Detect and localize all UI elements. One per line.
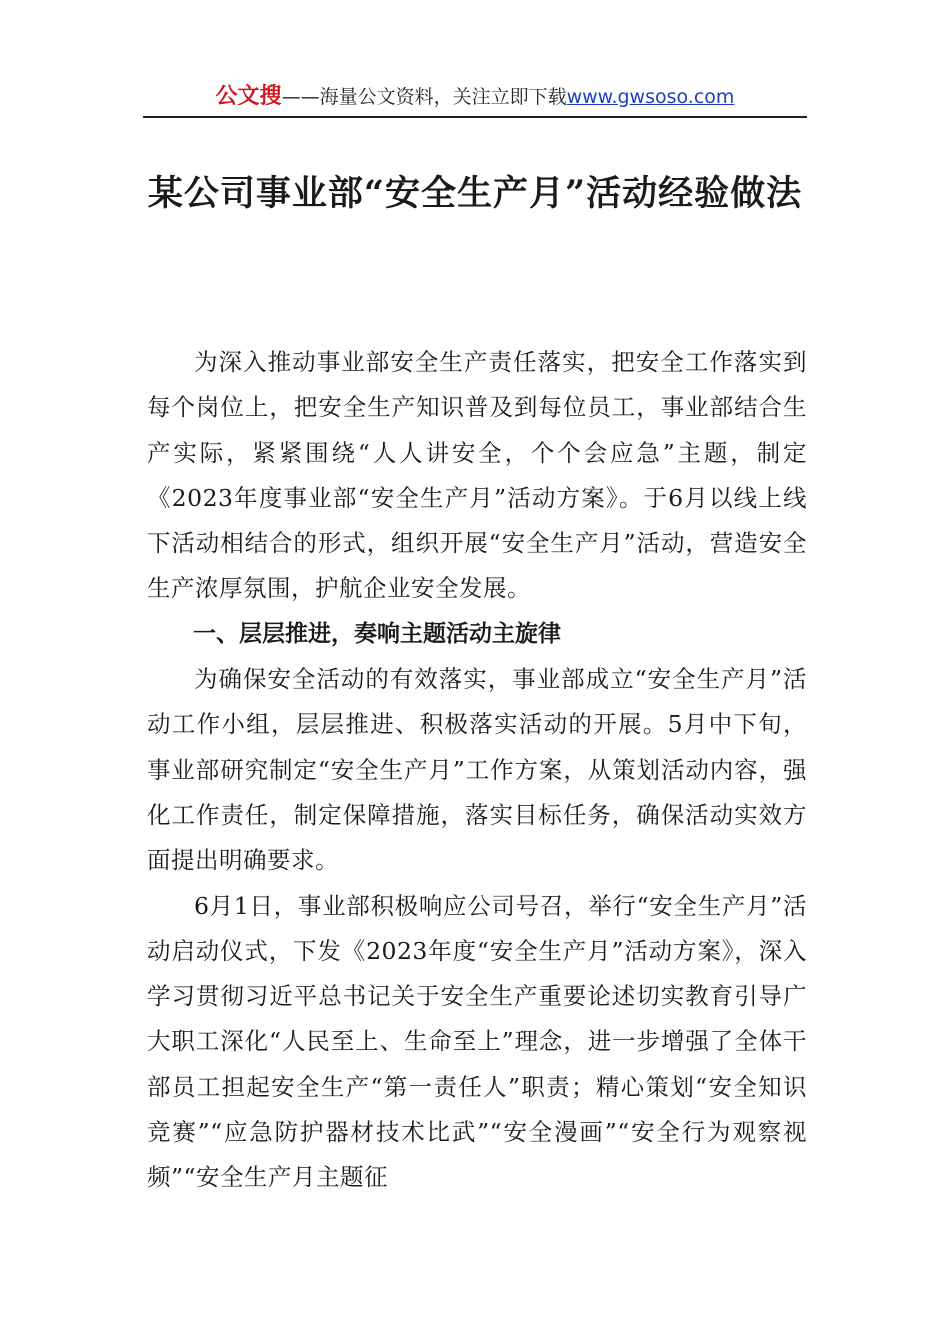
page-header [143,82,807,118]
header-tagline: ——海量公文资料，关注立即下载 [281,86,567,108]
paragraph-section1-b: 6月1日，事业部积极响应公司号召，举行“安全生产月”活动启动仪式，下发《2023年度“安全生产月”活动方案》，深入学习贯彻习近平总书记关于安全生产重要论述切实教育引导广大职工深化“人民至上、生命至上”理念，进一步增强了全体干部员工担起安全生产“第一责任人”职责；精心策划“安全知识竞赛”“应急防护器材技术比武”“安全漫画”“安全行为观察视频”“安全生产月主题征 [147,891,807,1192]
paragraph-intro: 为深入推动事业部安全生产责任落实，把安全工作落实到每个岗位上，把安全生产知识普及到每位员工，事业部结合生产实际，紧紧围绕“人人讲安全，个个会应急”主题，制定《2023年度事业部“安全生产月”活动方案》。于6月以线上线下活动相结合的形式，组织开展“安全生产月”活动，营造安全生产浓厚氛围，护航企业安全发展。 [147,348,807,603]
document-title: 某公司事业部“安全生产月”活动经验做法 [147,173,803,214]
section-heading-1: 一、层层推进，奏响主题活动主旋律 [193,620,561,647]
paragraph-section1-a: 为确保安全活动的有效落实，事业部成立“安全生产月”活动工作小组，层层推进、积极落实活动的开展。5月中下旬，事业部研究制定“安全生产月”工作方案，从策划活动内容，强化工作责任，制定保障措施，落实目标任务，确保活动实效方面提出明确要求。 [147,665,807,875]
website-link[interactable]: www.gwsoso.com [566,86,735,108]
brand-logo-text: 公文搜 [215,84,282,109]
document-body [147,340,807,1201]
